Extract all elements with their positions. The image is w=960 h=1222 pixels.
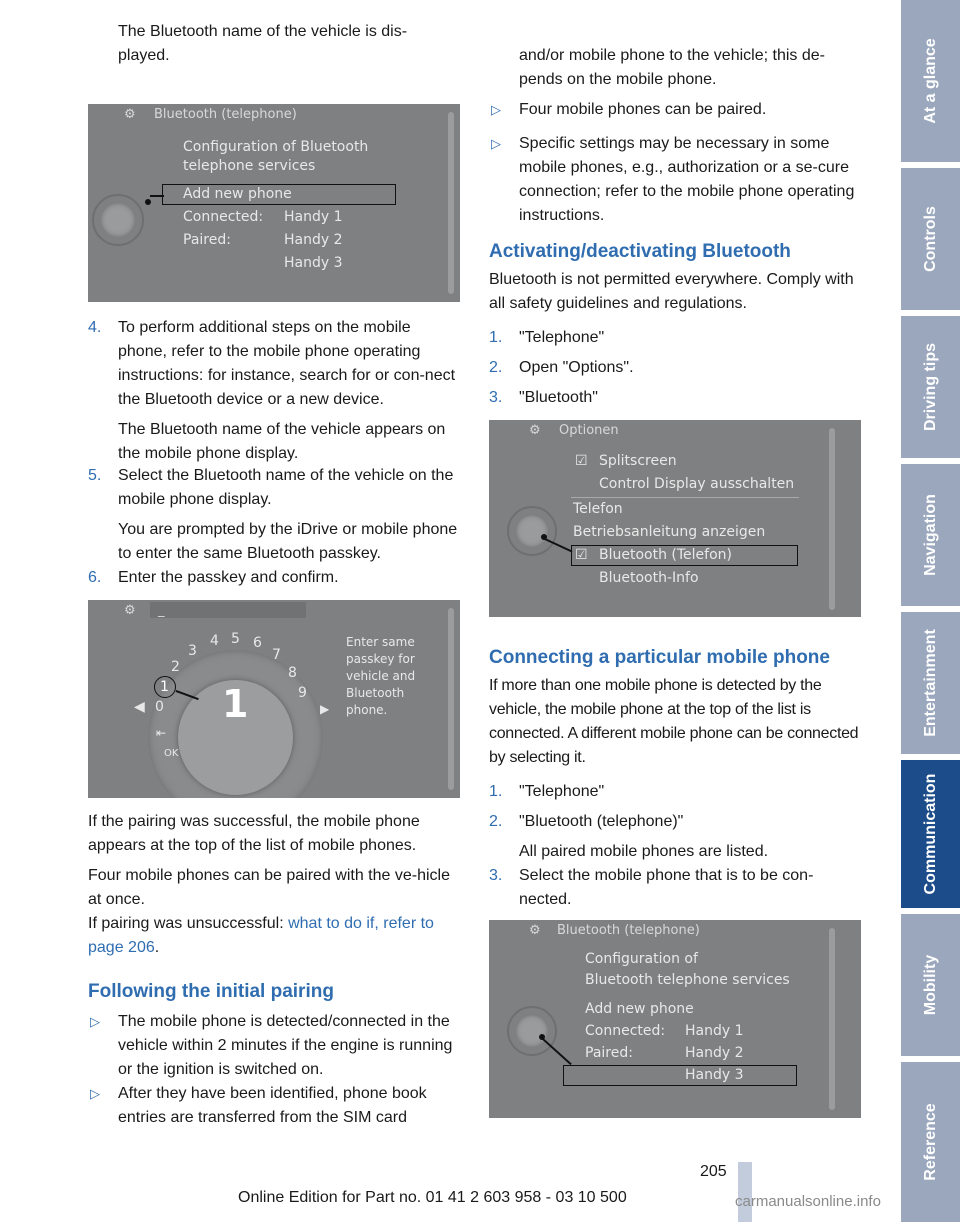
step-bluetooth: 3. "Bluetooth" (489, 389, 598, 406)
phone-settings-icon: ⚙ (529, 923, 541, 938)
triangle-bullet-icon: ▷ (491, 102, 501, 117)
bullet-detected: ▷ The mobile phone is detected/connected in the vehicle within 2 minutes if the engine is running or the ignition is switched on. (88, 1010, 462, 1082)
tab-controls[interactable]: Controls (901, 168, 960, 310)
controller-knob-icon (515, 1014, 549, 1048)
bluetooth-permitted-text: Bluetooth is not permitted everywhere. Comply with all safety guidelines and regulations. (489, 271, 854, 312)
passkey-field (150, 602, 306, 618)
tab-communication[interactable]: Communication (901, 760, 960, 908)
screen-header: Bluetooth (telephone) (557, 923, 700, 938)
chapter-tabs (901, 0, 960, 1222)
screen-bluetooth-telephone: ⚙ Bluetooth (telephone) Configuration of Bluetooth telephone services Add new phone Connected: Handy 1 Paired: Handy 2 Handy 3 (88, 104, 460, 302)
bullet-phonebook: ▷ After they have been identified, phone book entries are transferred from the SIM card (88, 1082, 462, 1130)
step-options: 2. Open "Options". (489, 359, 634, 376)
bluetooth-telefon-item: Bluetooth (Telefon) (599, 547, 732, 563)
continuation-text: and/or mobile phone to the vehicle; this de-pends on the mobile phone. (519, 47, 825, 88)
fail-paragraph: If pairing was unsuccessful: what to do if, refer to page 206. (88, 915, 434, 956)
connecting-text: If more than one mobile phone is detected by the vehicle, the mobile phone at the top of the list is connected. A different mobile phone can be connected by selecting it. (489, 677, 859, 766)
bullet-four-phones: ▷ Four mobile phones can be paired. (489, 98, 863, 122)
controller-knob-icon (515, 514, 549, 548)
watermark: carmanualsonline.info (735, 1193, 881, 1210)
highlight-box (563, 1065, 797, 1086)
screen-header: Bluetooth (telephone) (154, 107, 297, 122)
bullet-settings: ▷ Specific settings may be necessary in some mobile phones, e.g., authorization or a se-cure connection; refer to the mobile phone operating instructions. (489, 132, 863, 228)
triangle-bullet-icon: ▷ (90, 1086, 100, 1101)
screen-header: Optionen (559, 423, 619, 438)
phone-settings-icon: ⚙ (529, 423, 541, 438)
footer-text: Online Edition for Part no. 01 41 2 603 958 - 03 10 500 (238, 1189, 627, 1206)
tab-mobility[interactable]: Mobility (901, 914, 960, 1056)
page-206-link[interactable]: what to do if, refer to page 206 (88, 915, 434, 956)
step-5: 5. Select the Bluetooth name of the vehicle on the mobile phone display. You are prompted by the iDrive or mobile phone to enter the same Bluetooth passkey. (88, 467, 458, 562)
step-bluetooth-telephone: 2. "Bluetooth (telephone)" All paired mobile phones are listed. (489, 813, 769, 860)
check-icon: ☑ (575, 453, 588, 469)
tab-driving-tips[interactable]: Driving tips (901, 316, 960, 458)
intro-text: The Bluetooth name of the vehicle is dis- played. (118, 23, 408, 64)
connecting-phone-heading: Connecting a particular mobile phone (489, 647, 830, 668)
right-arrow-icon: ▶ (320, 702, 330, 716)
screen-options: ⚙ Optionen ☑ Splitscreen Control Display ausschalten Telefon Betriebsanleitung anzeigen ☑ Bluetooth (Telefon) Bluetooth-Info (489, 420, 861, 617)
phone-settings-icon: ⚙ (124, 603, 136, 618)
backspace-icon: ⇤ (156, 726, 167, 740)
step-4: 4. To perform additional steps on the mobile phone, refer to the mobile phone operating instructions: for instance, search for or con-nect the Bluetooth device or a new device. The Bluetooth name of the vehicle appears on the mobile phone display. (88, 319, 456, 462)
left-arrow-icon: ◀ (134, 699, 145, 715)
phone-settings-icon: ⚙ (124, 107, 136, 122)
add-new-phone-item: Add new phone (183, 186, 292, 202)
tab-entertainment[interactable]: Entertainment (901, 612, 960, 754)
step-select-phone: 3. Select the mobile phone that is to be con-nected. (489, 867, 814, 908)
following-pairing-heading: Following the initial pairing (88, 981, 334, 1002)
triangle-bullet-icon: ▷ (491, 136, 501, 151)
screen-passkey: ⚙ _ 1 0 1 2 3 4 5 6 7 8 9 ◀ ▶ ⇤ OK Enter same passkey for vehicle and Bluetooth phone. (88, 600, 460, 798)
controller-knob-icon (100, 202, 136, 238)
tab-reference[interactable]: Reference (901, 1062, 960, 1222)
step-telephone-2: 1. "Telephone" (489, 783, 605, 800)
screen-bluetooth-telephone-2: ⚙ Bluetooth (telephone) Configuration of Bluetooth telephone services Add new phone Connected: Handy 1 Paired: Handy 2 Handy 3 (489, 920, 861, 1118)
four-phones-text: Four mobile phones can be paired with the ve-hicle at once. (88, 867, 450, 908)
tab-navigation[interactable]: Navigation (901, 464, 960, 606)
check-icon: ☑ (575, 547, 588, 563)
triangle-bullet-icon: ▷ (90, 1014, 100, 1029)
activating-bluetooth-heading: Activating/deactivating Bluetooth (489, 241, 791, 262)
step-6: 6. Enter the passkey and confirm. (88, 569, 339, 586)
page-number: 205 (700, 1163, 727, 1180)
tab-at-a-glance[interactable]: At a glance (901, 0, 960, 162)
success-text: If the pairing was successful, the mobile phone appears at the top of the list of mobile phones. (88, 813, 420, 854)
step-telephone: 1. "Telephone" (489, 329, 605, 346)
handy-3-item: Handy 3 (685, 1067, 744, 1083)
